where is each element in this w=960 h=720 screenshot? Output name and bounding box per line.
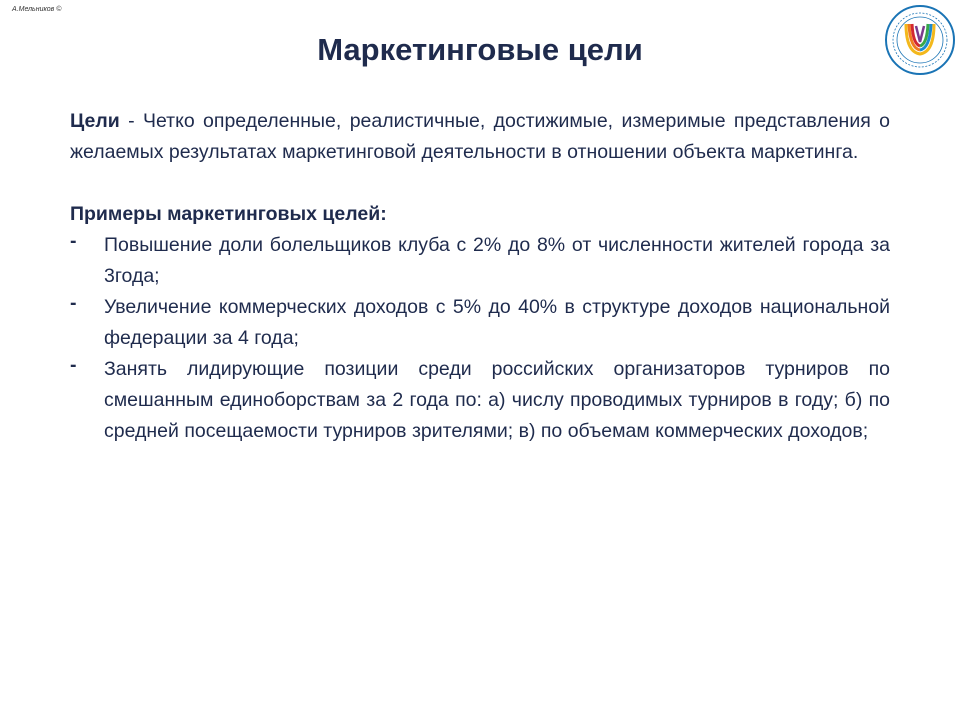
list-item: [70, 230, 890, 292]
list-item-text: Занять лидирующие позиции среди российских организаторов турниров по смешанным единоборствам за 2 года по: а) числу проводимых турниров в году; б) по средней посещаемости турниров зрителями; в) по объемам коммерческих доходов;: [104, 358, 890, 442]
slide-content: [70, 106, 890, 447]
slide-title: Маркетинговые цели: [317, 32, 643, 67]
dash-bullet: -: [70, 292, 77, 314]
university-emblem-icon: [884, 4, 956, 76]
list-item-text: Повышение доли болельщиков клуба с 2% до 8% от численности жителей города за 3года;: [104, 234, 890, 287]
list-item: [70, 354, 890, 447]
dash-bullet: -: [70, 354, 77, 376]
examples-heading: Примеры маркетинговых целей:: [70, 203, 387, 225]
author-credit: A.Мельников ©: [12, 6, 62, 13]
examples-list: [70, 230, 890, 447]
list-item: [70, 292, 890, 354]
goal-definition: [70, 106, 890, 168]
definition-text: - Четко определенные, реалистичные, достижимые, измеримые представления о желаемых результатах маркетинговой деятельности в отношении объекта маркетинга.: [70, 110, 890, 163]
definition-term: Цели: [70, 110, 120, 132]
list-item-text: Увеличение коммерческих доходов с 5% до 40% в структуре доходов национальной федерации за 4 года;: [104, 296, 890, 349]
dash-bullet: -: [70, 230, 77, 252]
